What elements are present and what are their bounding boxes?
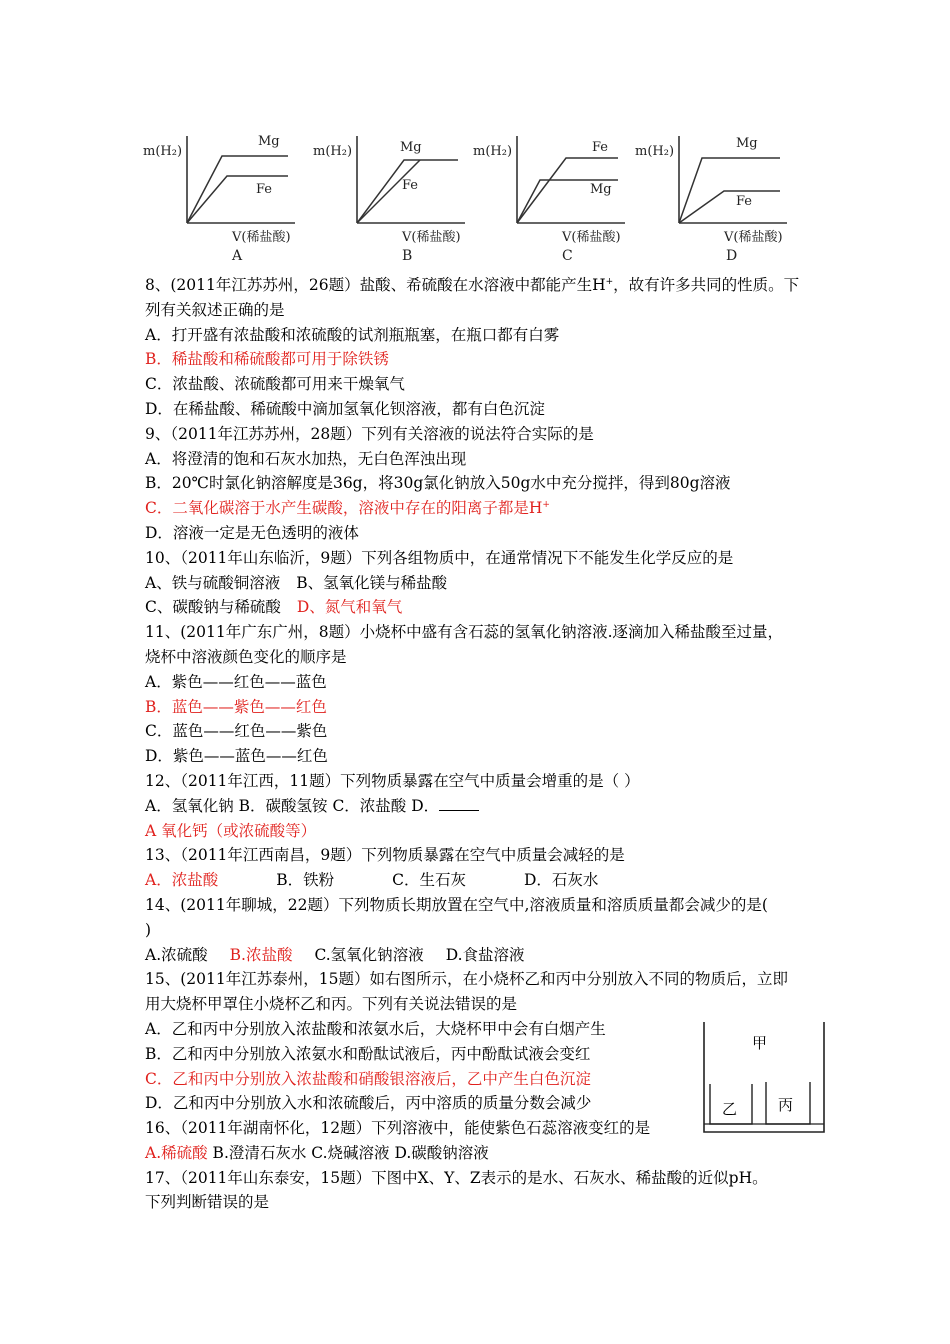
q8-option-c: C．浓盐酸、浓硫酸都可用来干燥氧气 xyxy=(145,375,405,394)
graph-b-upper-label: Mg xyxy=(400,140,422,155)
q12-answer-blank xyxy=(439,796,479,811)
q15-option-b: B．乙和丙中分别放入浓氨水和酚酞试液后，丙中酚酞试液会变红 xyxy=(145,1044,591,1063)
q14-options xyxy=(145,943,825,968)
q13-options xyxy=(145,868,825,893)
beaker-left-label: 乙 xyxy=(722,1100,738,1118)
q8-superscript: + xyxy=(605,277,614,287)
q15-option-a: A．乙和丙中分别放入浓盐酸和浓氨水后，大烧杯甲中会有白烟产生 xyxy=(145,1019,606,1038)
graph-b-ylabel: m(H₂) xyxy=(313,144,353,159)
q16-option-a-answer: A.稀硫酸 xyxy=(145,1143,208,1162)
graph-b xyxy=(310,128,470,270)
graph-a-ylabel: m(H₂) xyxy=(143,144,183,159)
q10-option-b: B、氢氧化镁与稀盐酸 xyxy=(296,573,448,592)
q11-stem-line2: 烧杯中溶液颜色变化的顺序是 xyxy=(145,647,347,666)
q16-options-rest: B.澄清石灰水 C.烧碱溶液 D.碳酸钠溶液 xyxy=(207,1143,489,1162)
beaker-figure xyxy=(700,1020,830,1136)
q11-option-a: A．紫色——红色——蓝色 xyxy=(145,672,327,691)
q10-option-a: A、铁与硫酸铜溶液 xyxy=(145,573,281,592)
q13-option-d: D．石灰水 xyxy=(523,871,599,890)
graph-c-letter: C xyxy=(562,248,573,264)
hydrogen-graphs xyxy=(140,128,800,270)
q12-stem: 12、（2011年江西，11题）下列物质暴露在空气中质量会增重的是（ ） xyxy=(145,771,640,790)
graph-a-letter: A xyxy=(232,248,243,264)
q11-stem-line1: 11、(2011年广东广州，8题）小烧杯中盛有含石蕊的氢氧化钠溶液.逐滴加入稀盐酸至过量， xyxy=(145,623,784,642)
graph-c-xlabel: V(稀盐酸) xyxy=(562,230,621,245)
graph-a-upper-label: Mg xyxy=(258,134,280,149)
graph-b-xlabel: V(稀盐酸) xyxy=(402,230,461,245)
q9-superscript: + xyxy=(542,500,550,511)
q17-stem-line2: 下列判断错误的是 xyxy=(145,1193,270,1212)
q9-option-b: B．20℃时氯化钠溶解度是36g，将30g氯化钠放入50g水中充分搅拌，得到80g溶液 xyxy=(145,474,731,493)
graph-b-lower-label: Fe xyxy=(402,178,419,193)
graph-b-letter: B xyxy=(402,248,413,264)
q8-stem-text: 8、(2011年江苏苏州，26题）盐酸、希硫酸在水溶液中都能产生H xyxy=(145,276,606,294)
beaker-big-label: 甲 xyxy=(752,1034,768,1052)
q14-option-c: C.氢氧化钠溶液 xyxy=(314,945,424,964)
q8-option-a: A．打开盛有浓盐酸和浓硫酸的试剂瓶瓶塞，在瓶口都有白雾 xyxy=(145,325,560,344)
beaker-right-label: 丙 xyxy=(778,1096,794,1114)
q11-option-b-answer: B．蓝色——紫色——红色 xyxy=(145,697,327,716)
q11-option-d: D．紫色——蓝色——红色 xyxy=(145,747,328,766)
q9-option-d: D．溶液一定是无色透明的液体 xyxy=(145,523,359,542)
q15-option-d: D．乙和丙中分别放入水和浓硫酸后，丙中溶质的质量分数会减少 xyxy=(145,1094,592,1113)
graph-d-xlabel: V(稀盐酸) xyxy=(724,230,783,245)
graph-d-lower-label: Fe xyxy=(736,194,753,209)
graph-c xyxy=(470,128,630,270)
graph-a xyxy=(140,128,300,270)
q16-options xyxy=(145,1141,825,1166)
q13-option-a-answer: A．浓盐酸 xyxy=(145,871,219,890)
q8-stem-line2: 列有关叙述正确的是 xyxy=(145,300,285,319)
q9-option-c-answer xyxy=(145,496,825,521)
q8-stem-text-b: ，故有许多共同的性质。下 xyxy=(613,276,800,294)
q16-stem: 16、（2011年湖南怀化，12题）下列溶液中，能使紫色石蕊溶液变红的是 xyxy=(145,1119,651,1138)
graph-a-xlabel: V(稀盐酸) xyxy=(232,230,291,245)
q10-stem: 10、（2011年山东临沂，9题）下列各组物质中，在通常情况下不能发生化学反应的是 xyxy=(145,548,734,567)
graph-a-lower-label: Fe xyxy=(256,182,273,197)
q8-option-d: D．在稀盐酸、稀硫酸中滴加氢氧化钡溶液，都有白色沉淀 xyxy=(145,399,545,418)
q17-stem-line1: 17、（2011年山东泰安，15题）下图中X、Y、Z表示的是水、石灰水、稀盐酸的近似pH。 xyxy=(145,1168,768,1187)
q13-option-b: B．铁粉 xyxy=(276,871,335,890)
q13-option-c: C．生石灰 xyxy=(392,871,466,890)
graph-d-letter: D xyxy=(726,248,738,264)
q10-options-cd xyxy=(145,595,825,620)
graph-d-ylabel: m(H₂) xyxy=(635,144,675,159)
q12-options xyxy=(145,794,825,819)
q10-option-c: C、碳酸钠与稀硫酸 xyxy=(145,598,281,617)
q15-stem-line1: 15、(2011年江苏泰州，15题）如右图所示，在小烧杯乙和丙中分别放入不同的物质后，立即 xyxy=(145,970,788,989)
graph-d xyxy=(632,128,792,270)
graph-c-lower-label: Mg xyxy=(590,182,612,197)
graph-d-upper-label: Mg xyxy=(736,136,758,151)
q10-option-d-answer: D、氮气和氧气 xyxy=(296,598,403,617)
q8-stem-line1 xyxy=(145,273,825,298)
q10-options-ab xyxy=(145,571,825,596)
graph-c-ylabel: m(H₂) xyxy=(473,144,513,159)
q14-option-d: D.食盐溶液 xyxy=(445,945,525,964)
q13-stem: 13、（2011年江西南昌，9题）下列物质暴露在空气中质量会减轻的是 xyxy=(145,846,625,865)
graph-c-upper-label: Fe xyxy=(592,140,609,155)
q14-stem-line2: ) xyxy=(145,920,152,939)
q9-stem: 9、（2011年江苏苏州，28题）下列有关溶液的说法符合实际的是 xyxy=(145,424,594,443)
q15-option-c-answer: C．乙和丙中分别放入浓盐酸和硝酸银溶液后，乙中产生白色沉淀 xyxy=(145,1069,591,1088)
q14-option-b-answer: B.浓盐酸 xyxy=(229,945,293,964)
q12-answer: A 氧化钙（或浓硫酸等） xyxy=(145,821,317,840)
q8-option-b-answer: B．稀盐酸和稀硫酸都可用于除铁锈 xyxy=(145,350,389,369)
q12-options-text: A．氢氧化钠 B．碳酸氢铵 C．浓盐酸 D． xyxy=(145,796,440,815)
q15-stem-line2: 用大烧杯甲罩住小烧杯乙和丙。下列有关说法错误的是 xyxy=(145,995,518,1014)
q9-option-a: A．将澄清的饱和石灰水加热，无白色浑浊出现 xyxy=(145,449,467,468)
q11-option-c: C．蓝色——红色——紫色 xyxy=(145,722,328,741)
q14-stem-line1: 14、(2011年聊城，22题）下列物质长期放置在空气中,溶液质量和溶质质量都会减少的是( xyxy=(145,895,768,914)
q14-option-a: A.浓硫酸 xyxy=(145,945,208,964)
q9-option-c-text: C．二氧化碳溶于水产生碳酸，溶液中存在的阳离子都是H xyxy=(145,499,543,518)
